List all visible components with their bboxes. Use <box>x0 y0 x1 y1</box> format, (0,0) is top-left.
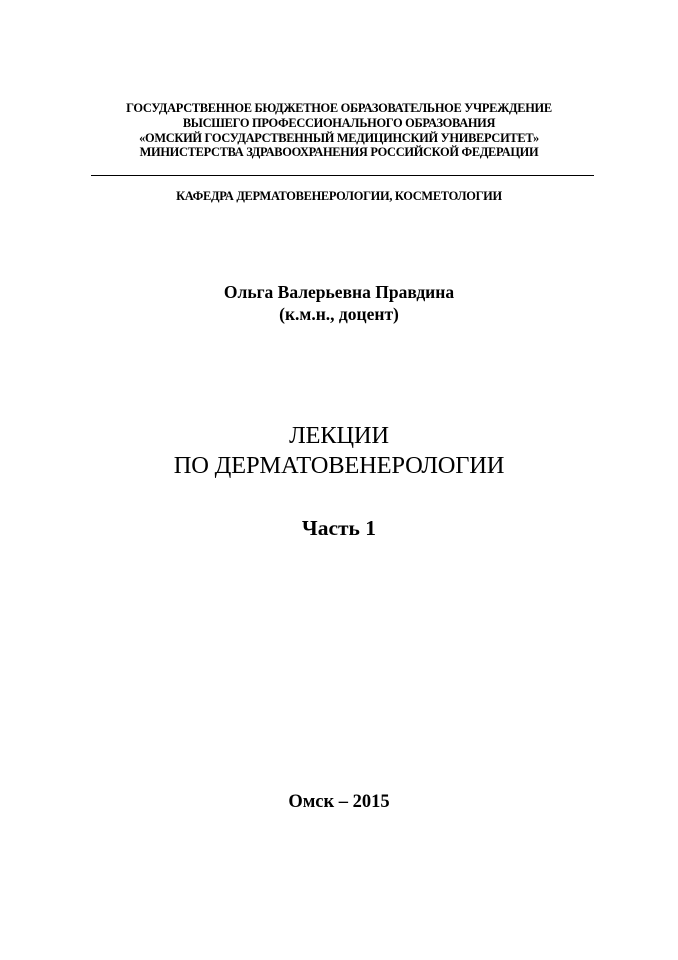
author-block <box>0 281 678 325</box>
place-and-year: Омск – 2015 <box>288 792 390 812</box>
title-line-2: ПО ДЕРМАТОВЕНЕРОЛОГИИ <box>173 452 505 479</box>
author-credentials: (к.м.н., доцент) <box>279 304 399 324</box>
institution-line-1: ГОСУДАРСТВЕННОЕ БЮДЖЕТНОЕ ОБРАЗОВАТЕЛЬНОЕ УЧРЕЖДЕНИЕ <box>126 101 552 115</box>
institution-line-3: «ОМСКИЙ ГОСУДАРСТВЕННЫЙ МЕДИЦИНСКИЙ УНИВЕРСИТЕТ» <box>139 130 539 145</box>
part-number: Часть 1 <box>301 516 377 540</box>
institution-line-4: МИНИСТЕРСТВА ЗДРАВООХРАНЕНИЯ РОССИЙСКОЙ ФЕДЕРАЦИИ <box>139 145 539 160</box>
institution-line-2: ВЫСШЕГО ПРОФЕССИОНАЛЬНОГО ОБРАЗОВАНИЯ <box>182 115 496 130</box>
author-name: Ольга Валерьевна Правдина <box>223 282 455 302</box>
department-name: КАФЕДРА ДЕРМАТОВЕНЕРОЛОГИИ, КОСМЕТОЛОГИИ <box>176 189 502 203</box>
document-title <box>0 421 678 481</box>
institution-header <box>0 101 678 160</box>
title-line-1: ЛЕКЦИИ <box>289 422 389 449</box>
header-divider <box>91 175 594 176</box>
